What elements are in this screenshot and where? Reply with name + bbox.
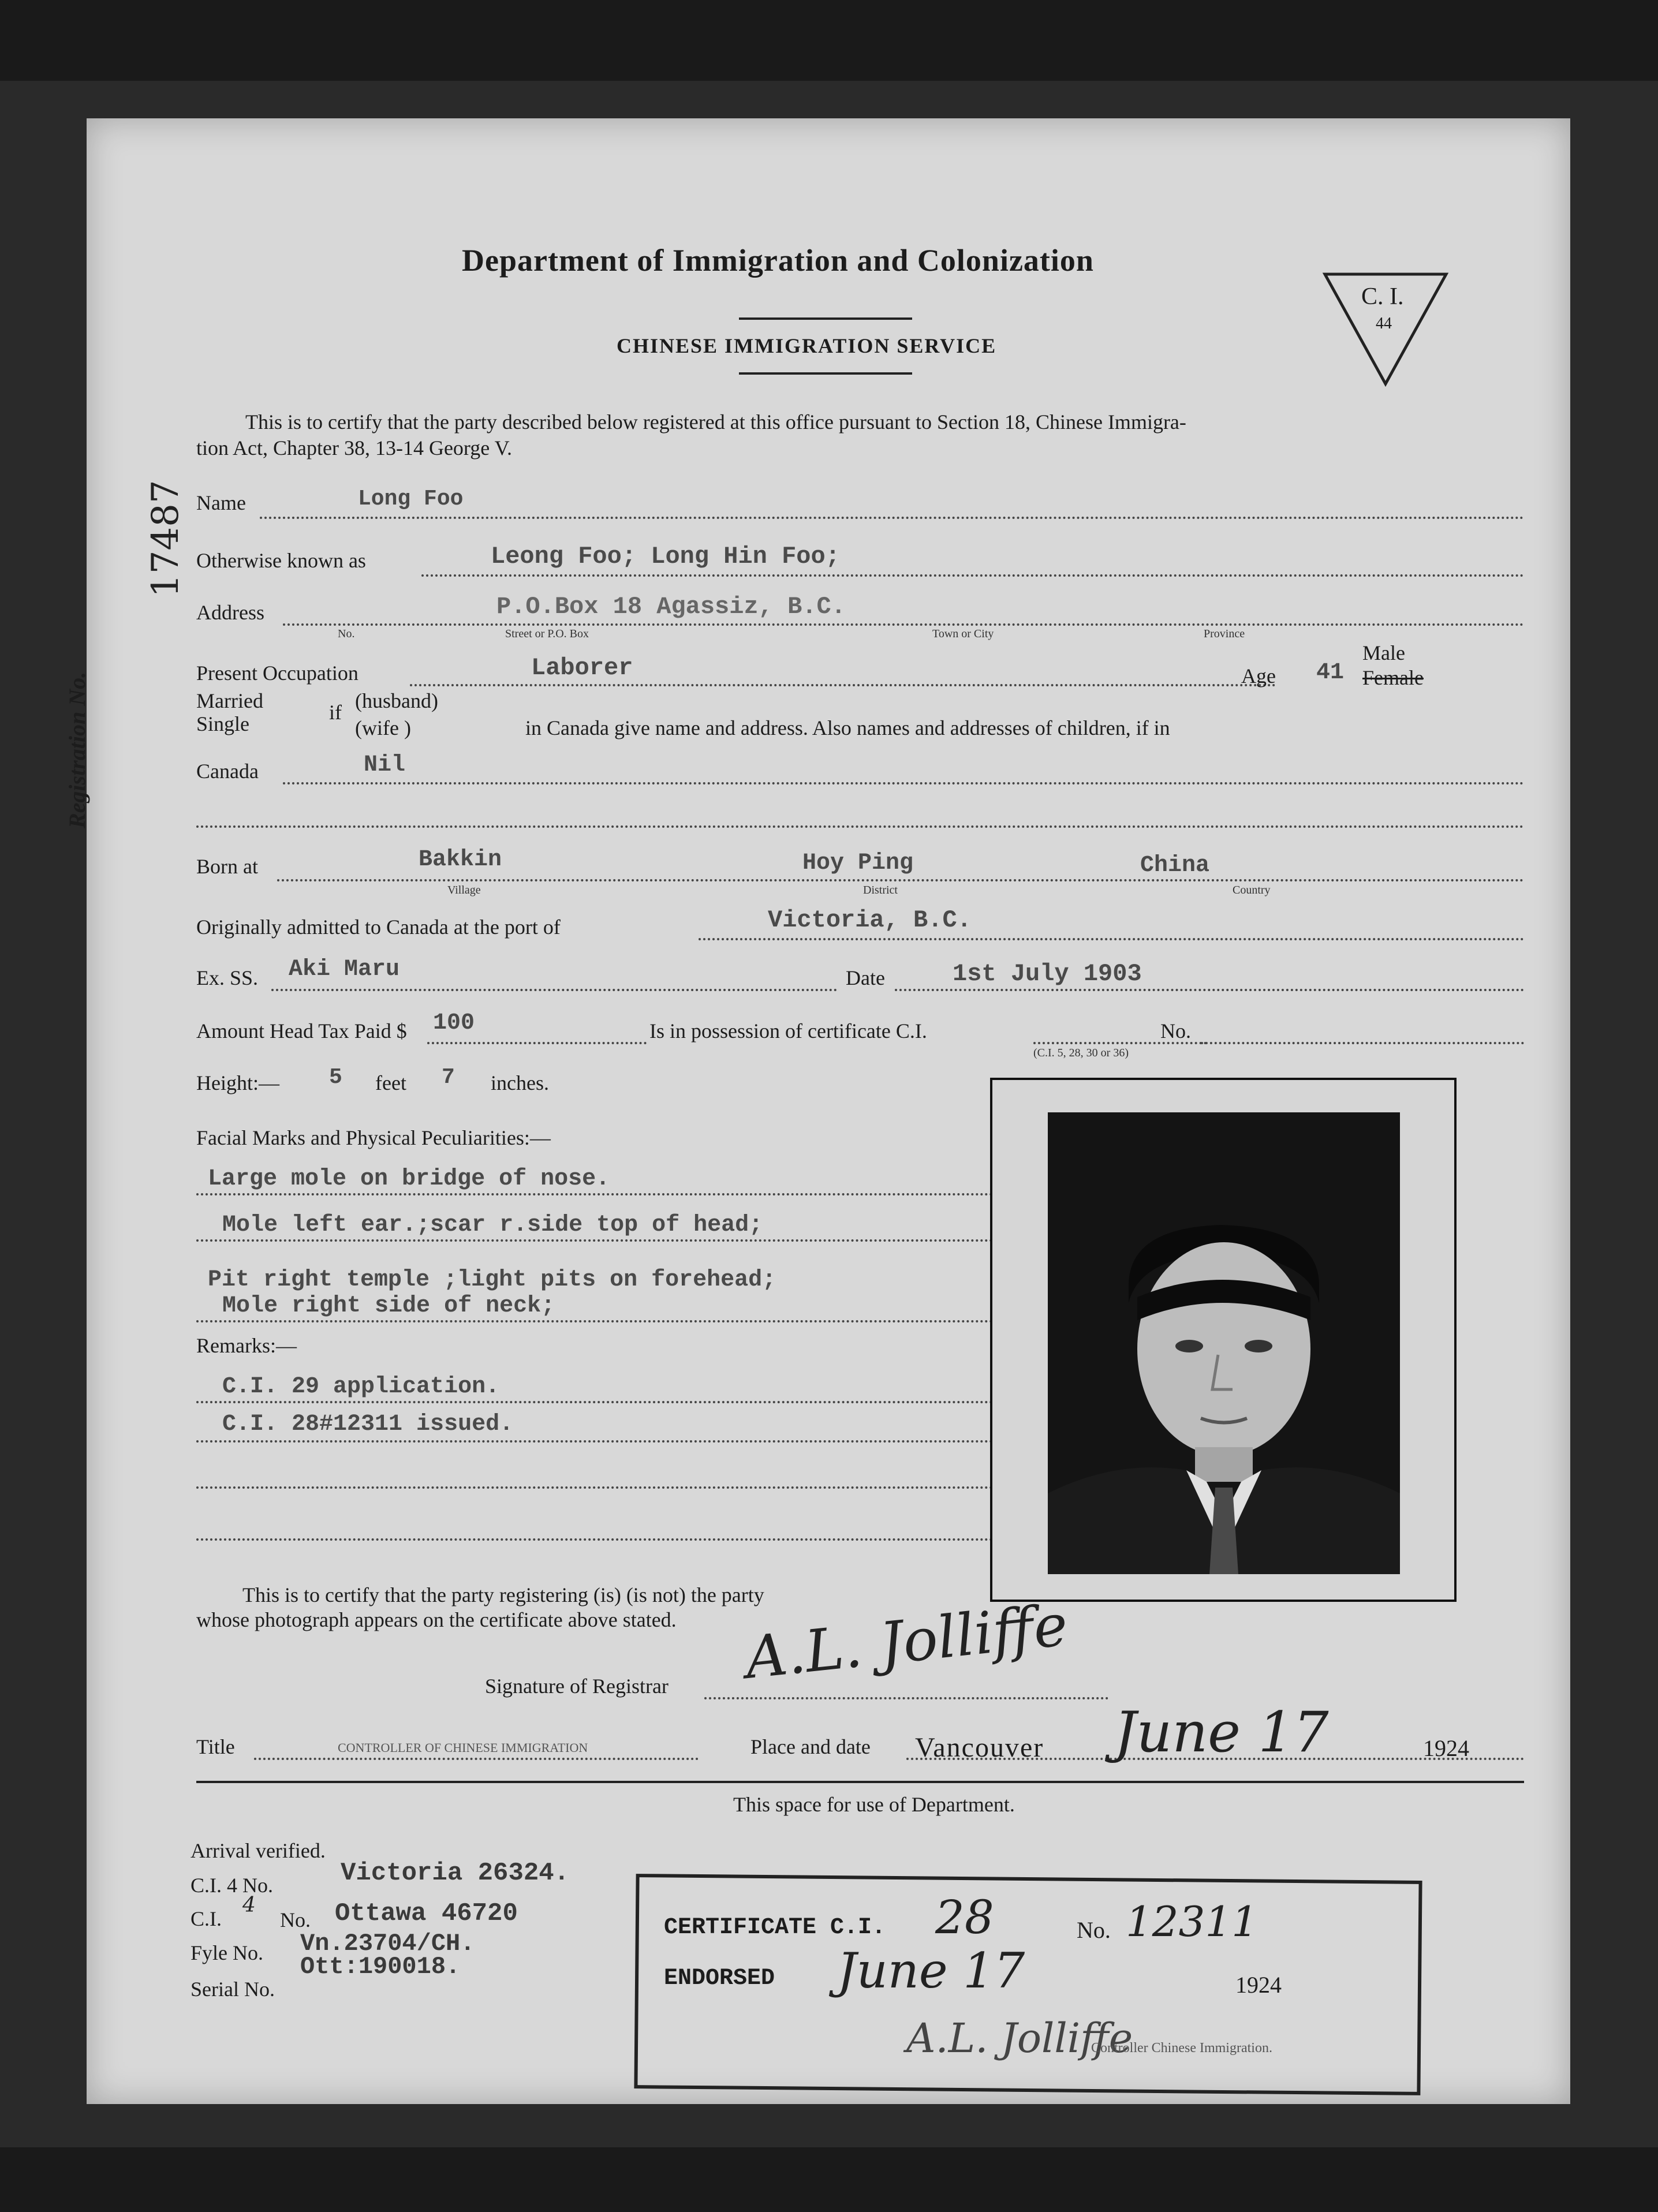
- form-code-bottom: 44: [1376, 315, 1392, 332]
- tax-label: Amount Head Tax Paid $: [196, 1019, 407, 1043]
- canada-line-2: [196, 825, 1524, 828]
- date-value: 1st July 1903: [953, 960, 1142, 988]
- remarks-dotline-4: [196, 1538, 1016, 1541]
- canada-value: Nil: [364, 752, 406, 778]
- if-label: if: [329, 701, 342, 724]
- ss-line: [271, 989, 837, 991]
- height-feet: 5: [329, 1065, 342, 1090]
- single-label: Single: [196, 712, 250, 735]
- born-village: Bakkin: [419, 847, 502, 873]
- born-label: Born at: [196, 855, 258, 878]
- ss-label: Ex. SS.: [196, 966, 259, 989]
- cert-no-line: [1201, 1042, 1524, 1044]
- registration-number: 17487: [144, 480, 187, 597]
- applicant-photo: [1048, 1112, 1400, 1574]
- fyle-value-1: Vn.23704/CH.: [300, 1930, 475, 1957]
- inches-label: inches.: [491, 1071, 549, 1094]
- marks-dotline-2: [196, 1239, 1016, 1242]
- title-value: CONTROLLER OF CHINESE IMMIGRATION: [338, 1740, 588, 1755]
- photo-certify-line2: whose photograph appears on the certificate above stated.: [196, 1608, 677, 1631]
- spouse-text: in Canada give name and address. Also names and addresses of children, if in: [525, 716, 1170, 739]
- marks-line-3: Pit right temple ;light pits on forehead;: [208, 1267, 776, 1293]
- stamp-year: 1924: [1235, 1972, 1282, 1998]
- marks-line-2: Mole left ear.;scar r.side top of head;: [222, 1212, 763, 1238]
- district-label: District: [863, 884, 898, 896]
- stamp-cert-label: CERTIFICATE C.I.: [664, 1915, 886, 1941]
- name-value: Long Foo: [358, 487, 464, 511]
- husband-label: (husband): [355, 689, 438, 712]
- remarks-dotline-1: [196, 1401, 1016, 1403]
- born-country: China: [1140, 853, 1210, 879]
- title-line: [254, 1758, 699, 1760]
- remarks-dotline-3: [196, 1486, 1016, 1489]
- ci4-value: Victoria 26324.: [341, 1859, 570, 1888]
- marks-line-1: Large mole on bridge of nose.: [208, 1166, 610, 1192]
- ci-value: Ottawa 46720: [335, 1899, 518, 1928]
- marks-dotline-1: [196, 1193, 1016, 1195]
- wife-label: (wife ): [355, 716, 411, 739]
- canada-label: Canada: [196, 760, 259, 783]
- serial-label: Serial No.: [191, 1978, 275, 2001]
- remarks-line-1: C.I. 29 application.: [222, 1374, 500, 1400]
- aka-line: [421, 574, 1524, 577]
- address-sub-no: No.: [338, 627, 355, 640]
- canada-line: [283, 782, 1524, 784]
- department-space-heading: This space for use of Department.: [733, 1793, 1015, 1816]
- occupation-value: Laborer: [531, 654, 633, 682]
- header-divider: [739, 317, 912, 320]
- address-value: P.O.Box 18 Agassiz, B.C.: [496, 593, 846, 621]
- born-line: [277, 879, 1524, 881]
- stamp-signature: A.L. Jolliffe: [906, 2015, 1133, 2062]
- stamp-no-hand: 12311: [1126, 1897, 1259, 1946]
- department-title: Department of Immigration and Colonization: [462, 243, 1094, 278]
- film-border-bottom: [0, 2147, 1658, 2212]
- port-label: Originally admitted to Canada at the port of: [196, 916, 561, 939]
- marks-line-4: Mole right side of neck;: [222, 1293, 555, 1319]
- cert-no-label: No.: [1160, 1019, 1191, 1043]
- feet-label: feet: [375, 1071, 406, 1094]
- fyle-value-2: Ott:190018.: [300, 1953, 461, 1981]
- ci-no-label: No.: [280, 1908, 311, 1931]
- name-line: [260, 517, 1524, 519]
- registration-label: Registration No.: [64, 671, 90, 828]
- port-value: Victoria, B.C.: [768, 906, 972, 934]
- arrival-verified-label: Arrival verified.: [191, 1839, 326, 1862]
- height-label: Height:—: [196, 1071, 279, 1094]
- signature-label: Signature of Registrar: [485, 1675, 669, 1698]
- certify-text-line1: This is to certify that the party described below registered at this office pursuant to Section 18, Chinese Immigra-: [245, 410, 1186, 434]
- remarks-line-2: C.I. 28#12311 issued.: [222, 1411, 514, 1437]
- age-label: Age: [1241, 664, 1276, 687]
- title-label: Title: [196, 1735, 235, 1758]
- marks-label: Facial Marks and Physical Peculiarities:—: [196, 1126, 551, 1149]
- name-label: Name: [196, 491, 246, 514]
- date-handwritten: June 17: [1114, 1700, 1329, 1765]
- address-sub-province: Province: [1204, 627, 1245, 640]
- date-label: Date: [846, 966, 885, 989]
- address-sub-street: Street or P.O. Box: [505, 627, 589, 640]
- registrar-signature: A.L. Jolliffe: [742, 1591, 1071, 1692]
- stamp-cert-hand: 28: [935, 1890, 994, 1944]
- height-inches: 7: [442, 1065, 455, 1090]
- tax-value: 100: [433, 1010, 475, 1036]
- photo-certify-line1: This is to certify that the party registering (is) (is not) the party: [242, 1583, 764, 1606]
- remarks-dotline-2: [196, 1440, 1016, 1443]
- signature-line: [704, 1697, 1108, 1699]
- section-divider: [196, 1781, 1524, 1783]
- fyle-label: Fyle No.: [191, 1941, 263, 1964]
- marks-dotline-3: [196, 1320, 1016, 1322]
- ci-number: 4: [242, 1893, 256, 1917]
- header-divider-2: [739, 372, 912, 375]
- country-label: Country: [1233, 884, 1271, 896]
- service-title: CHINESE IMMIGRATION SERVICE: [617, 334, 997, 357]
- sex-female: Female: [1362, 666, 1424, 689]
- aka-label: Otherwise known as: [196, 549, 366, 572]
- stamp-footer: Controller Chinese Immigration.: [1091, 2041, 1272, 2056]
- address-sub-town: Town or City: [932, 627, 994, 640]
- occupation-label: Present Occupation: [196, 662, 359, 685]
- sex-male: Male: [1362, 641, 1405, 664]
- age-value: 41: [1316, 660, 1345, 686]
- stamp-endorsed-hand: June 17: [837, 1942, 1025, 1999]
- ss-value: Aki Maru: [289, 956, 400, 982]
- film-border-top: [0, 0, 1658, 81]
- form-code-top: C. I.: [1361, 283, 1404, 310]
- place-label: Place and date: [750, 1735, 871, 1758]
- ci4-label: C.I. 4 No.: [191, 1874, 273, 1897]
- certify-text-line2: tion Act, Chapter 38, 13-14 George V.: [196, 436, 512, 459]
- signature-year: 1924: [1423, 1735, 1469, 1761]
- port-line: [699, 938, 1524, 940]
- stamp-no-label: No.: [1077, 1917, 1111, 1943]
- ci-label: C.I.: [191, 1907, 222, 1930]
- occupation-line: [410, 684, 1276, 686]
- date-line: [895, 989, 1524, 991]
- address-label: Address: [196, 601, 264, 624]
- certificate-document: [64, 118, 1570, 2104]
- remarks-label: Remarks:—: [196, 1334, 297, 1357]
- cert-possession-label: Is in possession of certificate C.I.: [649, 1019, 927, 1043]
- place-value: Vancouver: [915, 1732, 1044, 1763]
- born-district: Hoy Ping: [802, 850, 914, 876]
- tax-line: [427, 1042, 647, 1044]
- cert-note: (C.I. 5, 28, 30 or 36): [1033, 1047, 1129, 1059]
- village-label: Village: [447, 884, 481, 896]
- married-label: Married: [196, 689, 263, 712]
- aka-value: Leong Foo; Long Hin Foo;: [491, 543, 840, 570]
- stamp-endorsed-label: ENDORSED: [664, 1966, 775, 1991]
- address-line: [283, 623, 1524, 626]
